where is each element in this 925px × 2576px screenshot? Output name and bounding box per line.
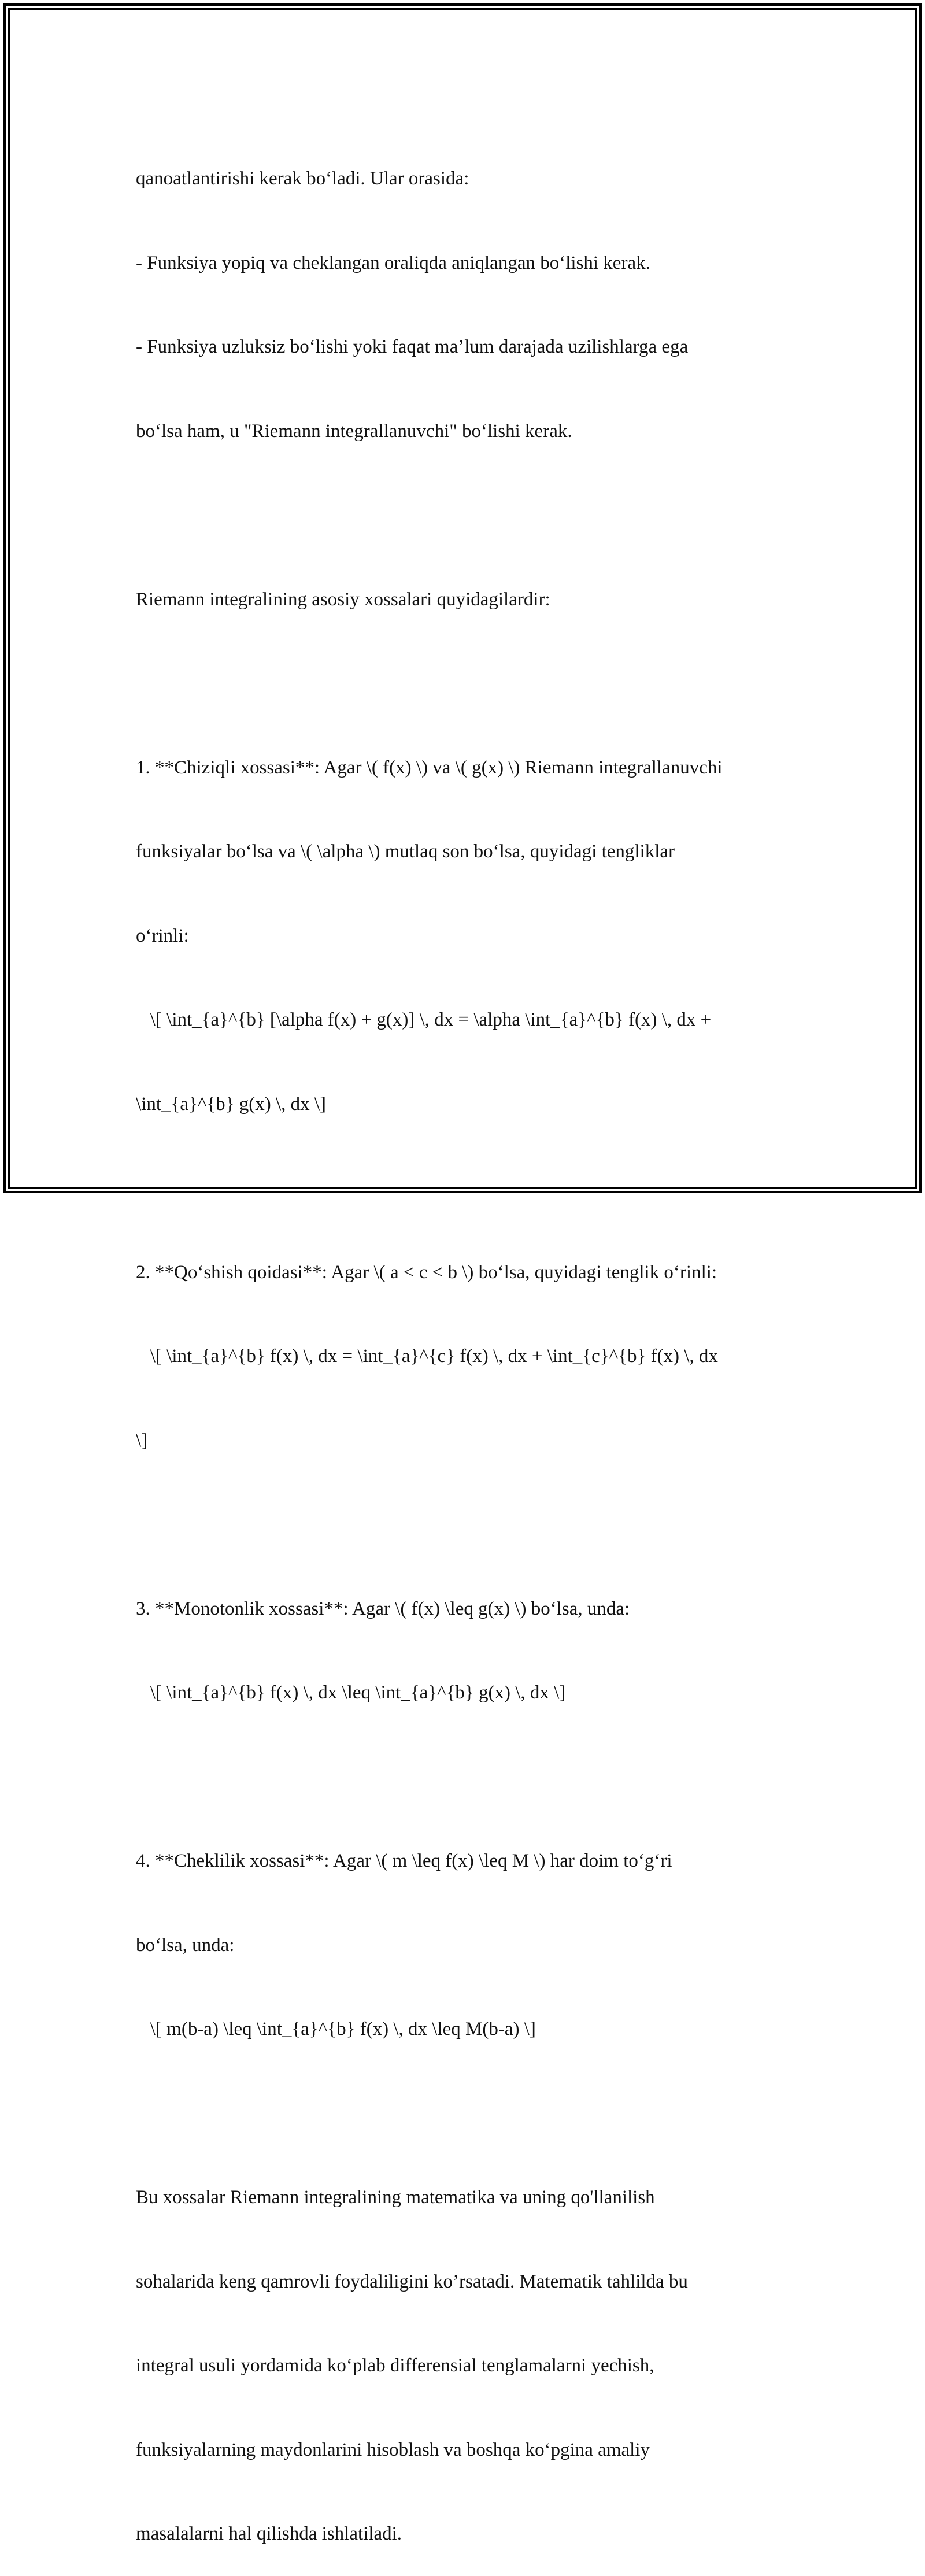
text-line: Bu xossalar Riemann integralining matematika va uning qo'llanilish [136, 2187, 655, 2208]
text-line: - Funksiya yopiq va cheklangan oraliqda aniqlangan bo‘lishi kerak. [136, 252, 650, 273]
document-body [136, 109, 818, 2576]
text-line: funksiyalarning maydonlarini hisoblash va boshqa ko‘pgina amaliy [136, 2439, 650, 2460]
formula-line: \[ \int_{a}^{b} [\alpha f(x) + g(x)] \, dx = \alpha \int_{a}^{b} f(x) \, dx + [136, 1009, 712, 1030]
text-line: 3. **Monotonlik xossasi**: Agar \( f(x) \leq g(x) \) bo‘lsa, unda: [136, 1598, 630, 1619]
text-line: Riemann integralining asosiy xossalari quyidagilardir: [136, 589, 550, 610]
text-line: funksiyalar bo‘lsa va \( \alpha \) mutlaq son bo‘lsa, quyidagi tengliklar [136, 841, 675, 862]
formula-line: \int_{a}^{b} g(x) \, dx \] [136, 1093, 327, 1115]
formula-line: \] [136, 1430, 148, 1451]
text-line: - Funksiya uzluksiz bo‘lishi yoki faqat ma’lum darajada uzilishlarga ega [136, 336, 689, 357]
formula-line: \[ m(b-a) \leq \int_{a}^{b} f(x) \, dx \leq M(b-a) \] [136, 2019, 536, 2040]
text-line: masalalarni hal qilishda ishlatiladi. [136, 2523, 402, 2544]
text-line: sohalarida keng qamrovli foydaliligini ko’rsatadi. Matematik tahlilda bu [136, 2271, 688, 2292]
text-line: bo‘lsa ham, u "Riemann integrallanuvchi" bo‘lishi kerak. [136, 420, 572, 442]
blank-line [136, 2100, 818, 2128]
blank-line [136, 669, 818, 698]
text-line: 4. **Cheklilik xossasi**: Agar \( m \leq f(x) \leq M \) har doim to‘g‘ri [136, 1850, 672, 1871]
text-line: o‘rinli: [136, 925, 189, 946]
blank-line [136, 1511, 818, 1539]
formula-line: \[ \int_{a}^{b} f(x) \, dx = \int_{a}^{c} f(x) \, dx + \int_{c}^{b} f(x) \, dx [136, 1346, 718, 1367]
text-line: bo‘lsa, unda: [136, 1934, 235, 1956]
text-line: 2. **Qo‘shish qoidasi**: Agar \( a < c < b \) bo‘lsa, quyidagi tenglik o‘rinli: [136, 1261, 717, 1283]
text-line: qanoatlantirishi kerak bo‘ladi. Ular orasida: [136, 168, 469, 189]
text-line: 1. **Chiziqli xossasi**: Agar \( f(x) \) va \( g(x) \) Riemann integrallanuvchi [136, 757, 723, 778]
blank-line [136, 1763, 818, 1792]
blank-line [136, 501, 818, 530]
blank-line [136, 1174, 818, 1202]
formula-line: \[ \int_{a}^{b} f(x) \, dx \leq \int_{a}^{b} g(x) \, dx \] [136, 1682, 566, 1703]
text-line: integral usuli yordamida ko‘plab differensial tenglamalarni yechish, [136, 2355, 654, 2376]
